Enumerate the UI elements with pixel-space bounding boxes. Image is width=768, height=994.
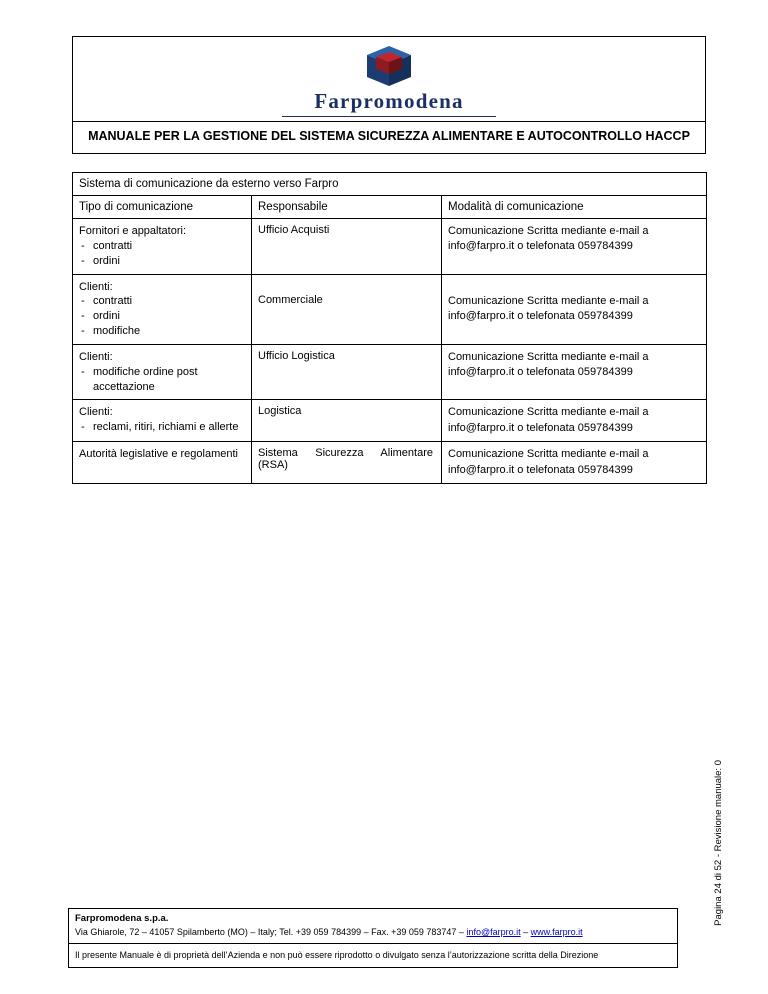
list-item: - ordini xyxy=(79,254,245,269)
list-item: - modifiche ordine post accettazione xyxy=(79,365,245,395)
list-item: - modifiche xyxy=(79,324,245,339)
logo-rule xyxy=(282,116,496,117)
list-item: - contratti xyxy=(79,294,245,309)
logo-wordmark: Farpromodena xyxy=(314,89,464,113)
cell-tipo xyxy=(73,219,252,275)
tipo-items xyxy=(79,420,245,435)
cell-tipo: Autorità legislative e regolamenti xyxy=(73,442,252,484)
footer-contact xyxy=(69,909,677,943)
footer-disclaimer: Il presente Manuale è di proprietà dell’Azienda e non può essere riprodotto o divulgato senza l’autorizzazione scritta della Direzione xyxy=(69,943,677,967)
footer-company-name: Farpromodena s.p.a. xyxy=(75,913,169,924)
table-row xyxy=(73,400,707,442)
tipo-items xyxy=(79,365,245,395)
document-footer xyxy=(68,908,678,968)
table-caption-row xyxy=(73,173,707,196)
cell-responsabile: Logistica xyxy=(252,400,442,442)
cell-responsabile: Ufficio Acquisti xyxy=(252,219,442,275)
list-item: - reclami, ritiri, richiami e allerte xyxy=(79,420,245,435)
table-row xyxy=(73,274,707,344)
tipo-items xyxy=(79,294,245,339)
tipo-items xyxy=(79,239,245,269)
cell-modalita: Comunicazione Scritta mediante e-mail a info@farpro.it o telefonata 059784399 xyxy=(442,344,707,400)
column-header-responsabile: Responsabile xyxy=(252,196,442,219)
table-row xyxy=(73,442,707,484)
cell-responsabile: Commerciale xyxy=(252,274,442,344)
page-side-note: Pagina 24 di 52 - Revisione manuale: 0 xyxy=(713,760,724,926)
table-row xyxy=(73,219,707,275)
tipo-title: Clienti: xyxy=(79,406,113,419)
table-header-row xyxy=(73,196,707,219)
column-header-modalita: Modalità di comunicazione xyxy=(442,196,707,219)
communication-table xyxy=(72,172,707,484)
footer-address-line xyxy=(75,926,671,938)
footer-separator: – xyxy=(520,926,531,937)
footer-website-link[interactable]: www.farpro.it xyxy=(530,926,583,937)
footer-email-link[interactable]: info@farpro.it xyxy=(466,926,521,937)
cell-responsabile: Ufficio Logistica xyxy=(252,344,442,400)
tipo-title: Clienti: xyxy=(79,350,113,363)
cell-tipo xyxy=(73,400,252,442)
table-caption: Sistema di comunicazione da esterno verso Farpro xyxy=(73,173,707,196)
list-item: - ordini xyxy=(79,309,245,324)
cell-tipo xyxy=(73,274,252,344)
responsabile-line-2: (RSA) xyxy=(258,459,288,472)
footer-address-text: Via Ghiarole, 72 – 41057 Spilamberto (MO) – Italy; Tel. +39 059 784399 – Fax. +39 059 783747 – xyxy=(75,926,467,937)
cell-modalita: Comunicazione Scritta mediante e-mail a info@farpro.it o telefonata 059784399 xyxy=(442,442,707,484)
cell-modalita: Comunicazione Scritta mediante e-mail a info@farpro.it o telefonata 059784399 xyxy=(442,274,707,344)
responsabile-line-1: Sistema Sicurezza Alimentare xyxy=(258,447,433,460)
company-logo xyxy=(73,37,705,121)
cell-responsabile xyxy=(252,442,442,484)
table-row xyxy=(73,344,707,400)
cell-modalita: Comunicazione Scritta mediante e-mail a info@farpro.it o telefonata 059784399 xyxy=(442,219,707,275)
tipo-title: Fornitori e appaltatori: xyxy=(79,225,186,237)
cell-modalita: Comunicazione Scritta mediante e-mail a info@farpro.it o telefonata 059784399 xyxy=(442,400,707,442)
document-header xyxy=(72,36,706,154)
cell-tipo xyxy=(73,344,252,400)
cube-logo-icon xyxy=(366,45,412,87)
list-item: - contratti xyxy=(79,239,245,254)
page-title: MANUALE PER LA GESTIONE DEL SISTEMA SICUREZZA ALIMENTARE E AUTOCONTROLLO HACCP xyxy=(73,121,705,153)
tipo-title: Clienti: xyxy=(79,280,113,293)
column-header-tipo: Tipo di comunicazione xyxy=(73,196,252,219)
